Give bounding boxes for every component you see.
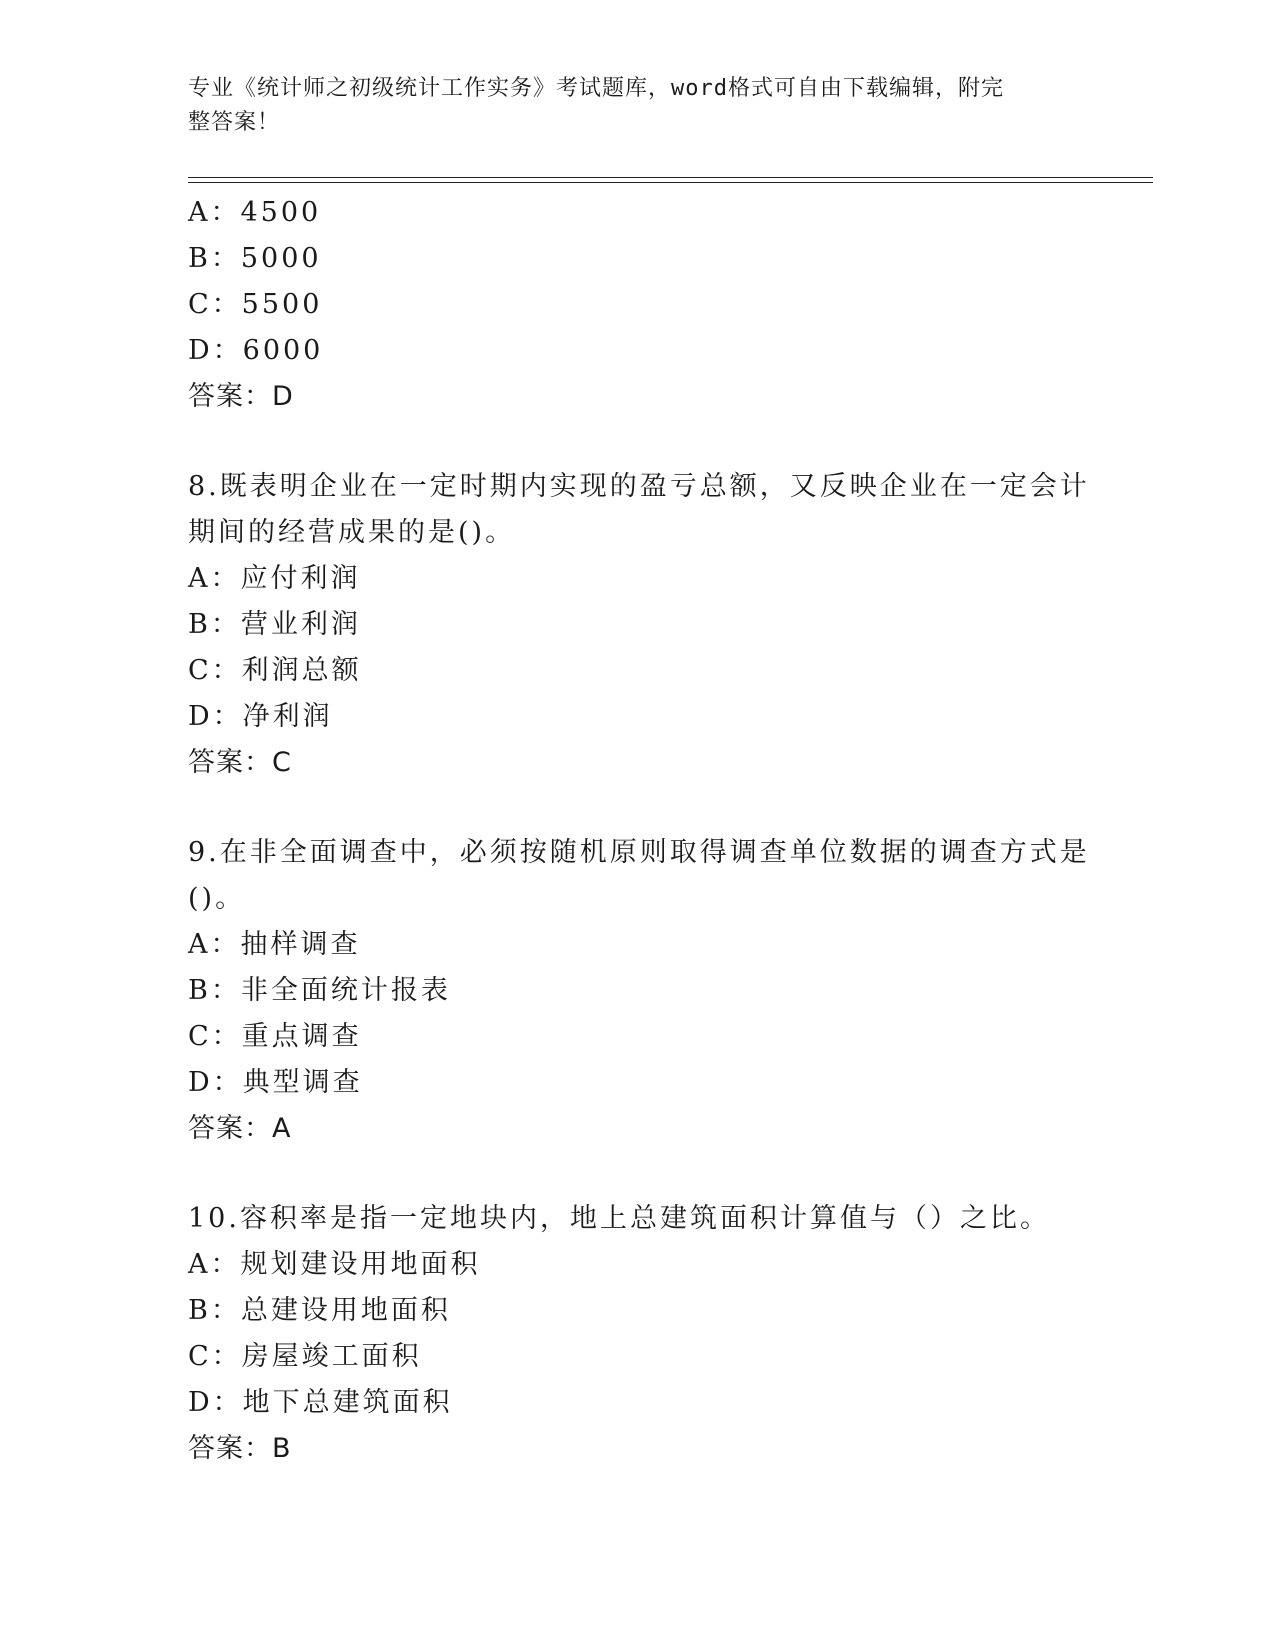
option-b: B：营业利润 [188, 609, 361, 640]
answer-line: 答案：A [188, 1113, 292, 1144]
option-d: D：典型调查 [188, 1067, 363, 1098]
option-c: C：5500 [188, 289, 323, 320]
answer-line: 答案：B [188, 1433, 292, 1464]
question-stem-line-1: 10.容积率是指一定地块内，地上总建筑面积计算值与（）之比。 [188, 1203, 1050, 1234]
question-stem-line-1: 9.在非全面调查中，必须按随机原则取得调查单位数据的调查方式是 [188, 837, 1090, 868]
option-d: D：6000 [188, 335, 324, 366]
option-c: C：房屋竣工面积 [188, 1341, 422, 1372]
answer-line: 答案：D [188, 381, 294, 412]
option-c: C：重点调查 [188, 1021, 362, 1052]
question-stem-line-1: 8.既表明企业在一定时期内实现的盈亏总额，又反映企业在一定会计 [188, 471, 1090, 502]
header-line-2: 整答案！ [188, 110, 281, 135]
answer-line: 答案：C [188, 747, 292, 778]
header-divider-bottom [188, 182, 1153, 183]
question-9 [188, 830, 1088, 1152]
spacer [188, 420, 1088, 464]
option-b: B：非全面统计报表 [188, 975, 451, 1006]
spacer [188, 786, 1088, 830]
question-stem-line-2: 期间的经营成果的是()。 [188, 517, 516, 548]
question-7 [188, 190, 1088, 420]
option-d: D：地下总建筑面积 [188, 1387, 453, 1418]
question-stem-line-2: ()。 [188, 883, 246, 914]
question-8 [188, 464, 1088, 786]
option-a: A：抽样调查 [188, 929, 361, 960]
spacer [188, 1152, 1088, 1196]
header-divider-top [188, 177, 1153, 178]
document-header [188, 72, 1068, 140]
question-list [188, 190, 1088, 1472]
option-d: D：净利润 [188, 701, 333, 732]
option-c: C：利润总额 [188, 655, 362, 686]
option-a: A：应付利润 [188, 563, 361, 594]
option-a: A：规划建设用地面积 [188, 1249, 481, 1280]
option-b: B：总建设用地面积 [188, 1295, 451, 1326]
option-b: B：5000 [188, 243, 322, 274]
header-line-1: 专业《统计师之初级统计工作实务》考试题库，word格式可自由下载编辑，附完 [188, 76, 1004, 101]
option-a: A：4500 [188, 197, 322, 228]
question-10 [188, 1196, 1088, 1472]
